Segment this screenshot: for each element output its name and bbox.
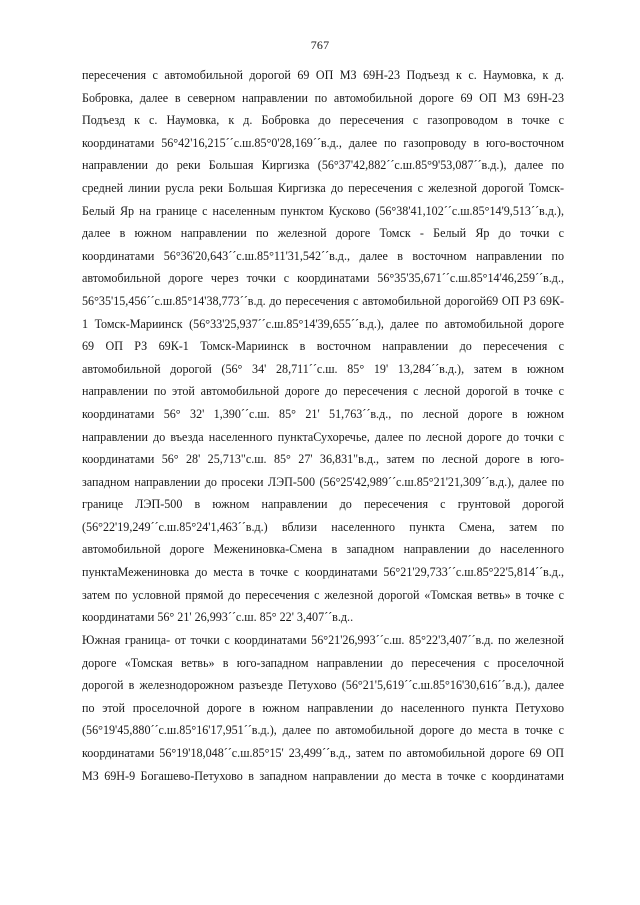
text-line: координатами 56°19'18,048´´с.ш.85°15' 23,499´´в.д., затем по автомобильной дороге 69 ОП <box>82 745 564 760</box>
page-number: 767 <box>310 38 330 52</box>
text-line: МЗ 69Н-9 Богашево-Петухово в западном направлении до места в точке с координатами <box>82 768 564 783</box>
text-line: автомобильной дороге Межениновка-Смена в западном направлении до населенного <box>82 542 564 557</box>
text-line: Белый Яр на границе с населенным пунктом Кусково (56°38'41,102´´с.ш.85°14'9,513´´в.д.), <box>82 203 564 218</box>
text-line: дорогой в железнодорожном разъезде Петухово (56°21'5,619´´с.ш.85°16'30,616´´в.д.), далее <box>82 678 564 693</box>
text-line: затем по условной прямой до пересечения с железной дорогой «Томская ветвь» в точке с <box>82 587 564 602</box>
text-line: направлении до реки Большая Киргизка (56°37'42,882´´с.ш.85°9'53,087´´в.д.), далее по <box>82 158 564 173</box>
text-line: направлении по этой автомобильной дороге до пересечения с лесной дорогой в точке с <box>82 384 564 399</box>
text-line: координатами 56° 28' 25,713"с.ш. 85° 27' 36,831"в.д., затем по лесной дороге в юго- <box>82 452 564 467</box>
text-line: 56°35'15,456´´с.ш.85°14'38,773´´в.д. до пересечения с автомобильной дорогой69 ОП РЗ 69К- <box>82 293 564 308</box>
text-line: Южная граница- от точки с координатами 56°21'26,993´´с.ш. 85°22'3,407´´в.д. по железной <box>82 633 564 647</box>
text-line: автомобильной дороге через точки с координатами 56°35'35,671´´с.ш.85°14'46,259´´в.д., <box>82 271 564 286</box>
text-line: далее в южном направлении по железной дороге Томск - Белый Яр до точки с <box>82 226 564 241</box>
text-line: пересечения с автомобильной дорогой 69 ОП МЗ 69Н-23 Подъезд к с. Наумовка, к д. <box>82 68 564 82</box>
text-line: направлении до въезда населенного пунктаСухоречье, далее по лесной дороге до точки с <box>82 429 564 444</box>
text-line: координатами 56° 32' 1,390´´с.ш. 85° 21' 51,763´´в.д., по лесной дороге в южном <box>82 406 564 421</box>
paragraph-south-boundary <box>82 629 564 787</box>
text-line: 1 Томск-Мариинск (56°33'25,937´´с.ш.85°14'39,655´´в.д.), далее по автомобильной дороге <box>82 316 564 331</box>
text-line: (56°19'45,880´´с.ш.85°16'17,951´´в.д.), далее по автомобильной дороге до места в точке с <box>82 723 564 738</box>
text-line: по этой проселочной дороге в южном направлении до населенного пункта Петухово <box>82 700 564 715</box>
text-line: 69 ОП РЗ 69К-1 Томск-Мариинск в восточном направлении до пересечения с <box>82 339 564 354</box>
text-line: западном направлении до просеки ЛЭП-500 (56°25'42,989´´с.ш.85°21'21,309´´в.д.), далее по <box>82 474 564 489</box>
text-line: координатами 56° 21' 26,993´´с.ш. 85° 22' 3,407´´в.д.. <box>82 610 354 625</box>
text-line: автомобильной дорогой (56° 34' 28,711´´с.ш. 85° 19' 13,284´´в.д.), затем в южном <box>82 361 564 376</box>
text-line: (56°22'19,249´´с.ш.85°24'1,463´´в.д.) вблизи населенного пункта Смена, затем по <box>82 519 564 534</box>
text-line: средней линии русла реки Большая Киргизка до пересечения с железной дорогой Томск- <box>82 180 564 195</box>
text-line: дороге «Томская ветвь» в юго-западном направлении до пересечения с проселочной <box>82 655 564 670</box>
paragraph-northeast-boundary <box>82 64 564 629</box>
text-line: Подъезд к с. Наумовка, к д. Бобровка до пересечения с газопроводом в точке с <box>82 113 564 128</box>
text-line: пунктаМежениновка до места в точке с координатами 56°21'29,733´´с.ш.85°22'5,814´´в.д., <box>82 565 564 580</box>
text-line: координатами 56°36'20,643´´с.ш.85°11'31,542´´в.д., далее в восточном направлении по <box>82 248 564 263</box>
text-line: границе ЛЭП-500 в южном направлении до пересечения с грунтовой дорогой <box>82 497 564 512</box>
text-line: Бобровка, далее в северном направлении по автомобильной дороге 69 ОП МЗ 69Н-23 <box>82 90 564 105</box>
text-line: координатами 56°42'16,215´´с.ш.85°0'28,169´´в.д., далее по газопроводу в юго-восточном <box>82 135 564 150</box>
